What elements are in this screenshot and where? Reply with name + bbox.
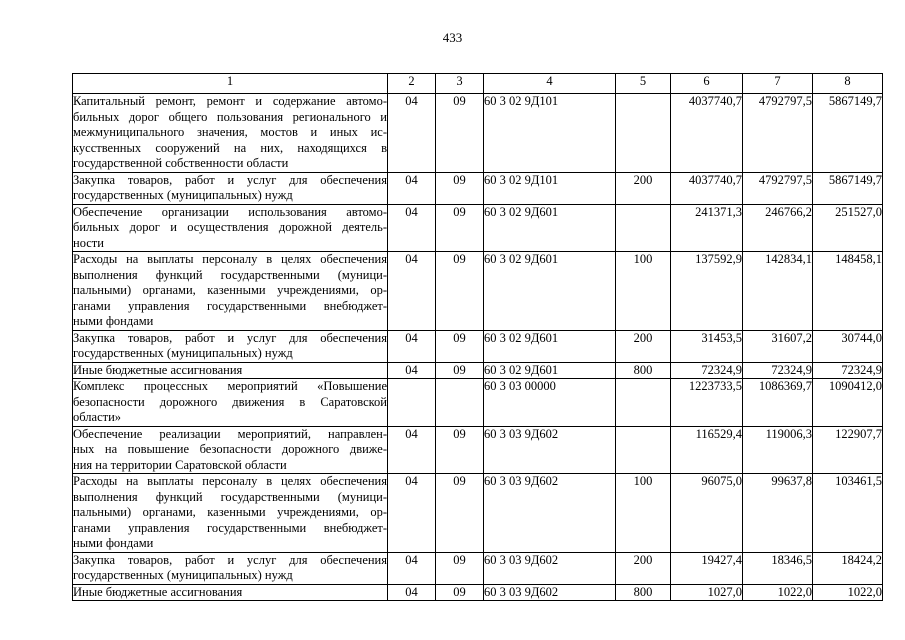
amount-year1-cell: 4037740,7 — [671, 172, 743, 204]
razdel-cell: 04 — [388, 172, 436, 204]
table-header-row — [73, 74, 883, 94]
amount-year3-cell: 103461,5 — [813, 474, 883, 553]
table-row — [73, 172, 883, 204]
column-header-5: 5 — [616, 74, 671, 94]
table-row — [73, 474, 883, 553]
amount-year1-cell: 116529,4 — [671, 426, 743, 474]
amount-year3-cell: 5867149,7 — [813, 172, 883, 204]
row-name-cell — [73, 204, 388, 252]
target-code-cell: 60 3 02 9Д601 — [484, 330, 616, 362]
column-header-1: 1 — [73, 74, 388, 94]
amount-year2-cell: 142834,1 — [743, 252, 813, 331]
amount-year1-cell: 241371,3 — [671, 204, 743, 252]
row-name-line: ганами управления государственными внебюджет- — [73, 520, 387, 535]
row-name-cell — [73, 474, 388, 553]
target-code-cell: 60 3 02 9Д601 — [484, 204, 616, 252]
row-name-line: государственной собственности области — [73, 156, 289, 170]
row-name-line: Комплекс процессных мероприятий «Повышение — [73, 379, 387, 393]
table-row — [73, 362, 883, 379]
amount-year1-cell: 1223733,5 — [671, 379, 743, 427]
expense-type-cell: 200 — [616, 330, 671, 362]
amount-year2-cell: 72324,9 — [743, 362, 813, 379]
amount-year3-cell: 18424,2 — [813, 552, 883, 584]
row-name-line: кусственных сооружений на них, находящихся в — [73, 140, 387, 155]
row-name-cell — [73, 252, 388, 331]
column-header-7: 7 — [743, 74, 813, 94]
amount-year3-cell: 251527,0 — [813, 204, 883, 252]
target-code-cell: 60 3 03 00000 — [484, 379, 616, 427]
expense-type-cell: 200 — [616, 552, 671, 584]
razdel-cell: 04 — [388, 362, 436, 379]
row-name-line: Иные бюджетные ассигнования — [73, 362, 243, 377]
amount-year1-cell: 19427,4 — [671, 552, 743, 584]
row-name-line: безопасности дорожного движения в Саратовской — [73, 394, 387, 409]
column-header-3: 3 — [436, 74, 484, 94]
row-name-line: межмуниципального значения, мостов и иных ис- — [73, 125, 387, 139]
target-code-cell: 60 3 03 9Д602 — [484, 474, 616, 553]
podrazdel-cell: 09 — [436, 172, 484, 204]
amount-year2-cell: 119006,3 — [743, 426, 813, 474]
amount-year2-cell: 1086369,7 — [743, 379, 813, 427]
podrazdel-cell: 09 — [436, 426, 484, 474]
row-name-line: ганами управления государственными внебюджет- — [73, 298, 387, 313]
table-row — [73, 252, 883, 331]
amount-year3-cell: 1090412,0 — [813, 379, 883, 427]
row-name-line: ния на территории Саратовской области — [73, 457, 287, 472]
target-code-cell: 60 3 02 9Д601 — [484, 252, 616, 331]
amount-year3-cell: 148458,1 — [813, 252, 883, 331]
table-row — [73, 379, 883, 427]
row-name-line: бильных дорог общего пользования регионального и — [73, 109, 387, 124]
table-header — [73, 74, 883, 94]
row-name-line: Расходы на выплаты персоналу в целях обеспечения — [73, 474, 387, 488]
row-name-line: ными фондами — [73, 314, 154, 328]
table-row — [73, 330, 883, 362]
podrazdel-cell: 09 — [436, 474, 484, 553]
amount-year3-cell: 1022,0 — [813, 584, 883, 601]
row-name-cell — [73, 584, 388, 601]
amount-year2-cell: 1022,0 — [743, 584, 813, 601]
expense-type-cell: 800 — [616, 362, 671, 379]
row-name-line: пальными) органами, казенными учреждениями, ор- — [73, 505, 387, 519]
amount-year2-cell: 246766,2 — [743, 204, 813, 252]
row-name-line: Расходы на выплаты персоналу в целях обеспечения — [73, 252, 387, 266]
row-name-cell — [73, 362, 388, 379]
row-name-line: Закупка товаров, работ и услуг для обеспечения — [73, 552, 387, 567]
expense-type-cell — [616, 204, 671, 252]
row-name-line: Закупка товаров, работ и услуг для обеспечения — [73, 172, 387, 187]
podrazdel-cell: 09 — [436, 330, 484, 362]
row-name-cell — [73, 552, 388, 584]
amount-year1-cell: 96075,0 — [671, 474, 743, 553]
target-code-cell: 60 3 02 9Д101 — [484, 172, 616, 204]
razdel-cell: 04 — [388, 94, 436, 173]
row-name-line: Обеспечение организации использования автомо- — [73, 204, 387, 219]
row-name-cell — [73, 94, 388, 173]
table-row — [73, 584, 883, 601]
row-name-line: Иные бюджетные ассигнования — [73, 584, 243, 599]
expense-type-cell — [616, 379, 671, 427]
page-number: 433 — [442, 30, 463, 45]
row-name-line: выполнения функций государственными (муници- — [73, 489, 387, 504]
row-name-line: Капитальный ремонт, ремонт и содержание автомо- — [73, 94, 387, 108]
podrazdel-cell: 09 — [436, 204, 484, 252]
amount-year1-cell: 1027,0 — [671, 584, 743, 601]
podrazdel-cell: 09 — [436, 584, 484, 601]
table-row — [73, 552, 883, 584]
razdel-cell: 04 — [388, 584, 436, 601]
expense-type-cell — [616, 426, 671, 474]
amount-year3-cell: 72324,9 — [813, 362, 883, 379]
target-code-cell: 60 3 03 9Д602 — [484, 426, 616, 474]
amount-year3-cell: 122907,7 — [813, 426, 883, 474]
podrazdel-cell: 09 — [436, 252, 484, 331]
budget-table — [72, 73, 883, 601]
razdel-cell: 04 — [388, 330, 436, 362]
amount-year1-cell: 4037740,7 — [671, 94, 743, 173]
razdel-cell: 04 — [388, 426, 436, 474]
expense-type-cell: 200 — [616, 172, 671, 204]
amount-year2-cell: 4792797,5 — [743, 94, 813, 173]
column-header-4: 4 — [484, 74, 616, 94]
target-code-cell: 60 3 03 9Д602 — [484, 552, 616, 584]
razdel-cell: 04 — [388, 204, 436, 252]
row-name-line: государственных (муниципальных) нужд — [73, 346, 293, 360]
expense-type-cell: 100 — [616, 252, 671, 331]
table-row — [73, 94, 883, 173]
razdel-cell: 04 — [388, 474, 436, 553]
amount-year2-cell: 31607,2 — [743, 330, 813, 362]
column-header-8: 8 — [813, 74, 883, 94]
podrazdel-cell: 09 — [436, 94, 484, 173]
amount-year1-cell: 72324,9 — [671, 362, 743, 379]
budget-table-container — [72, 73, 882, 601]
target-code-cell: 60 3 02 9Д601 — [484, 362, 616, 379]
row-name-line: бильных дорог и осуществления дорожной деятель- — [73, 220, 387, 234]
razdel-cell: 04 — [388, 252, 436, 331]
podrazdel-cell: 09 — [436, 552, 484, 584]
row-name-line: государственных (муниципальных) нужд — [73, 188, 293, 202]
amount-year2-cell: 4792797,5 — [743, 172, 813, 204]
amount-year2-cell: 99637,8 — [743, 474, 813, 553]
row-name-line: государственных (муниципальных) нужд — [73, 568, 293, 582]
row-name-line: ными фондами — [73, 536, 154, 550]
row-name-cell — [73, 426, 388, 474]
row-name-line: ности — [73, 235, 104, 250]
razdel-cell: 04 — [388, 552, 436, 584]
row-name-cell — [73, 379, 388, 427]
row-name-line: пальными) органами, казенными учреждениями, ор- — [73, 283, 387, 297]
podrazdel-cell: 09 — [436, 362, 484, 379]
row-name-line: ных на повышение безопасности дорожного движе- — [73, 442, 387, 456]
expense-type-cell — [616, 94, 671, 173]
row-name-line: выполнения функций государственными (муници- — [73, 267, 387, 282]
row-name-line: Обеспечение реализации мероприятий, направлен- — [73, 426, 387, 441]
razdel-cell — [388, 379, 436, 427]
expense-type-cell: 100 — [616, 474, 671, 553]
row-name-cell — [73, 172, 388, 204]
row-name-line: области» — [73, 410, 122, 424]
amount-year1-cell: 31453,5 — [671, 330, 743, 362]
amount-year2-cell: 18346,5 — [743, 552, 813, 584]
table-row — [73, 426, 883, 474]
amount-year1-cell: 137592,9 — [671, 252, 743, 331]
row-name-line: Закупка товаров, работ и услуг для обеспечения — [73, 330, 387, 345]
target-code-cell: 60 3 03 9Д602 — [484, 584, 616, 601]
podrazdel-cell — [436, 379, 484, 427]
column-header-6: 6 — [671, 74, 743, 94]
amount-year3-cell: 5867149,7 — [813, 94, 883, 173]
amount-year3-cell: 30744,0 — [813, 330, 883, 362]
table-row — [73, 204, 883, 252]
table-body — [73, 94, 883, 601]
column-header-2: 2 — [388, 74, 436, 94]
target-code-cell: 60 3 02 9Д101 — [484, 94, 616, 173]
row-name-cell — [73, 330, 388, 362]
expense-type-cell: 800 — [616, 584, 671, 601]
